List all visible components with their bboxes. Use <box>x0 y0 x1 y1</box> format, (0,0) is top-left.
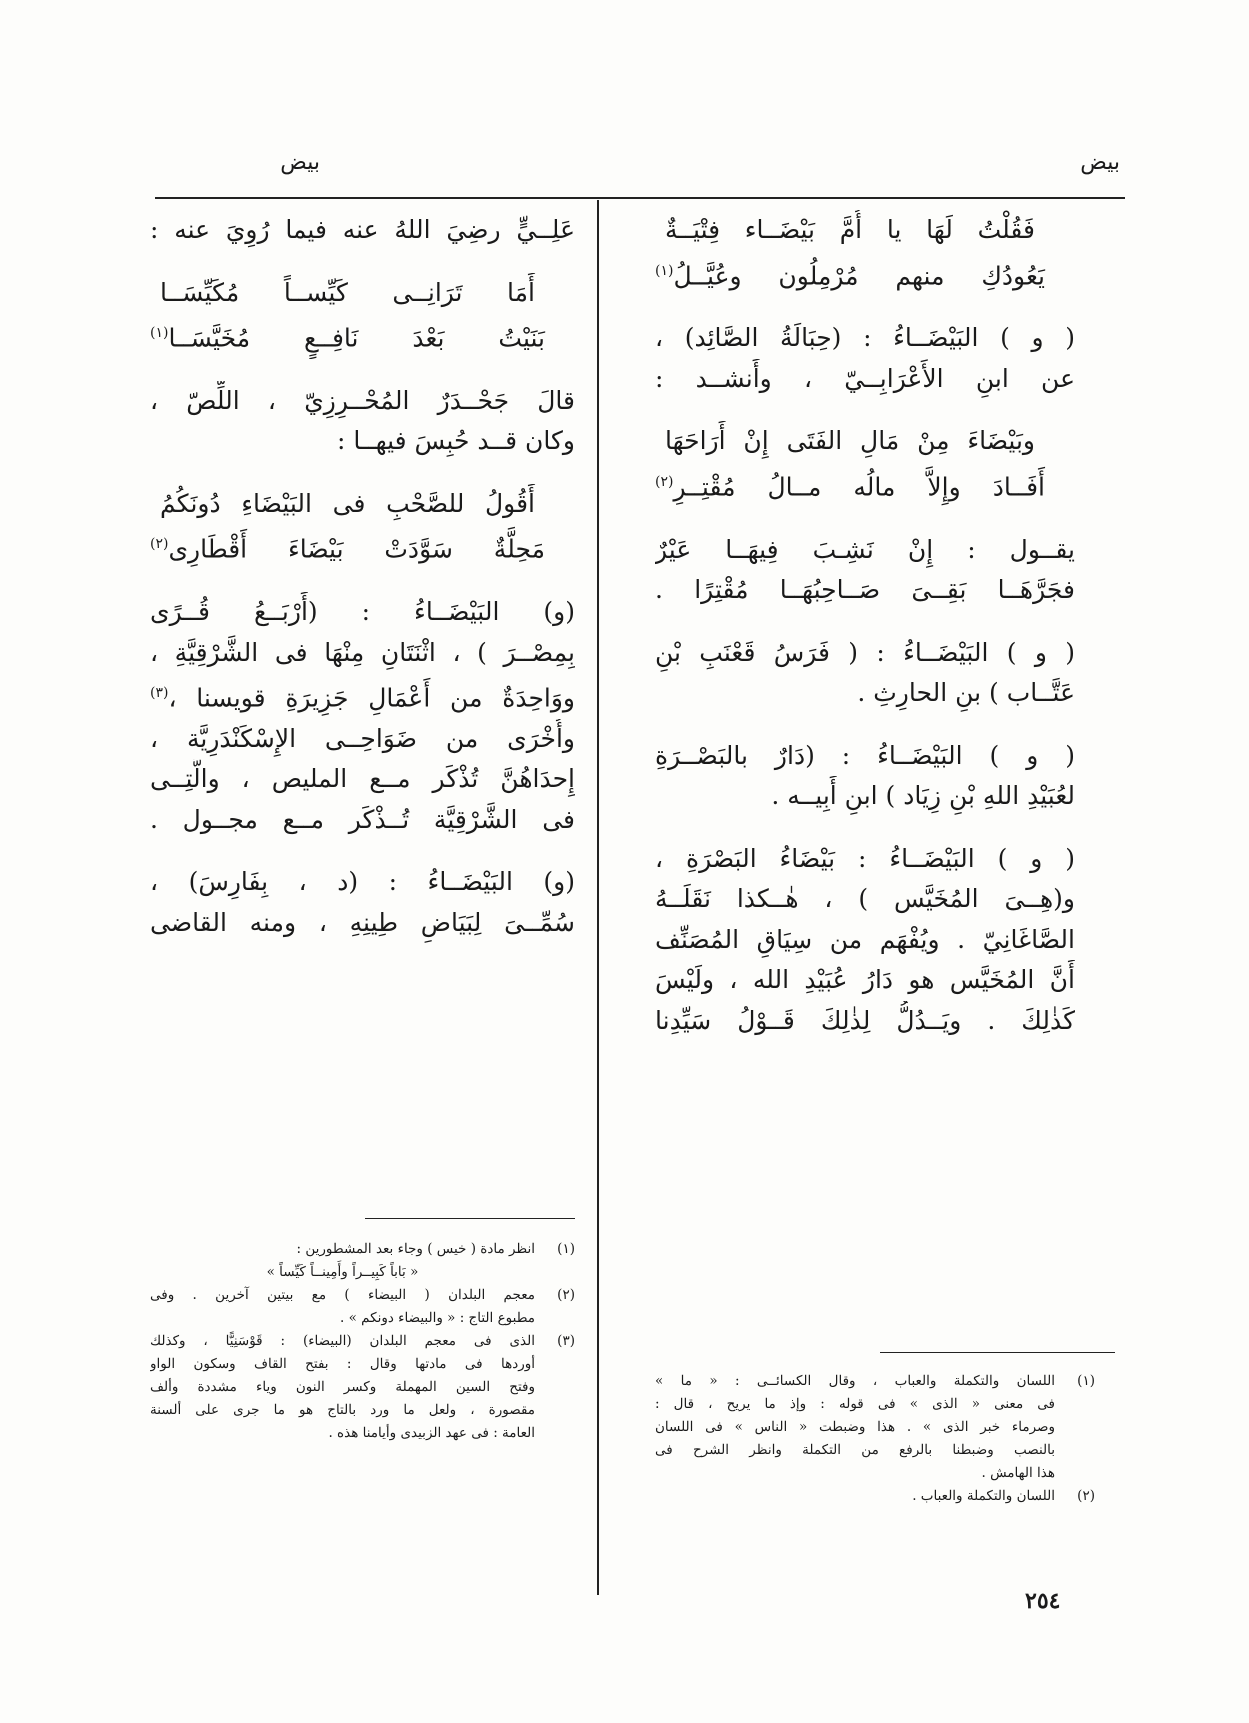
entry-line: ( و ) البَيْضَــاءُ : (دَارٌ بالبَصْــرَةِ <box>655 740 1075 770</box>
footnote-line: مطبوع التاج : « والبيضاء دونكم » . <box>340 1310 535 1326</box>
verse-line: بَنَيْتُ بَعْدَ نَافِــعٍ مُخَيَّسَــا$^{(١)}$ <box>150 323 545 353</box>
entry-line: عَلِــيٍّ رضِيَ اللهُ عنه فيما رُوِيَ عنه : <box>150 215 575 244</box>
running-head-right: بيض <box>1080 150 1120 175</box>
footnotes-right <box>655 1370 1095 1508</box>
footnote-line: اللسان والتكملة والعباب . <box>912 1488 1055 1504</box>
verse-line: يَعُودُكِ منهم مُرْمِلُون وعُيَّــلُ$^{(١)}$ <box>655 260 1045 290</box>
running-head-left: بيض <box>280 150 320 175</box>
footnote-line: الذى فى معجم البلدان (البيضاء) : قَوْسَنِيًّا ، وكذلك <box>150 1333 535 1349</box>
footnote-line: أوردها فى مادتها وقال : بفتح القاف وسكون الواو <box>150 1356 535 1372</box>
footnote-line: اللسان والتكملة والعباب ، وقال الكسائــى : « ما » <box>655 1373 1055 1389</box>
verse-line: مَحِلَّةٌ سَوَّدَتْ بَيْضَاءَ أَقْطَارِى$^{(٢)}$ <box>150 534 545 564</box>
footnote-ref: (٢) <box>150 536 169 553</box>
footnote-number: (٢) <box>557 1287 575 1303</box>
entry-line: إِحدَاهُنَّ تُذْكَر مــع المليص ، والَّتِــى <box>150 764 575 794</box>
footnote-number: (٢) <box>1077 1488 1095 1504</box>
footnote-line: معجم البلدان ( البيضاء ) مع بيتين آخرين . وفى <box>150 1287 535 1303</box>
entry-line: و(هِــىَ المُخَيَّس ) ، هٰــكذا نَقَلَــهُ <box>655 884 1075 914</box>
footnote-ref: (١) <box>150 325 169 341</box>
entry-line: ( و ) البَيْضَــاءُ : بَيْضَاءُ البَصْرَةِ ، <box>655 843 1075 873</box>
footnote-line: انظر مادة ( خيس ) وجاء بعد المشطورين : <box>296 1241 535 1257</box>
entry-line: سُمِّــىَ لِبَيَاضِ طِينِهِ ، ومنه القاضى <box>150 907 575 937</box>
footnote-verse: « بَاباً كَبِيــراً وأَمِينــاً كَيِّساً » <box>266 1264 419 1280</box>
verse-line: وبَيْضَاءَ مِنْ مَالِ الفَتَى إِنْ أَرَاحَهَا <box>665 426 1035 456</box>
entry-line: عن ابنِ الأَعْرَابِــيّ ، وأَنشــد : <box>655 363 1075 393</box>
entry-line: لعُبَيْدِ اللهِ بْنِ زِيَاد ) ابنِ أَبِيــه . <box>771 781 1075 811</box>
left-column <box>150 210 575 943</box>
column-divider <box>597 200 599 1595</box>
entry-line: يقــول : إِنْ نَشِـبَ فِيهَــا عَيْرٌ <box>655 534 1075 564</box>
footnote-line: بالنصب وضبطنا بالرفع من التكملة وانظر الشرح فى <box>655 1442 1055 1458</box>
footnote-line: وفتح السين المهملة وكسر النون وياء مشددة وألف <box>150 1379 535 1395</box>
footnote-number: (١) <box>557 1241 575 1257</box>
entry-line: (و) البَيْضَــاءُ : (د ، بِفَارِسَ) ، <box>150 867 575 897</box>
entry-line: ( و ) البَيْضَــاءُ : (حِبَالَةُ الصَّائِد) ، <box>655 323 1075 353</box>
entry-line: عَتَّــاب ) بنِ الحارِثِ . <box>857 678 1075 708</box>
verse-line: أَمَا تَرَانِــى كَيِّســاً مُكَيِّسَــا <box>160 277 535 307</box>
entry-line: وكان قــد حُبِسَ فيهــا : <box>336 426 575 456</box>
footnote-line: هذا الهامش . <box>981 1465 1055 1481</box>
footnote-rule-left <box>365 1218 575 1219</box>
entry-line: بِمِصْــرَ ) ، اثْنَتَانِ مِنْهَا فى الشَّرْقِيَّةِ ، <box>150 637 575 667</box>
footnote-line: العامة : فى عهد الزبيدى وأيامنا هذه . <box>328 1425 535 1441</box>
footnote-item <box>655 1370 1095 1485</box>
header-rule <box>155 197 1125 199</box>
footnote-item <box>655 1485 1095 1508</box>
entry-line: فجَرَّهَــا بَقِــىَ صَــاحِبُهَــا مُقْتِرًا . <box>655 575 1075 605</box>
entry-line: وأُخْرَى من ضَوَاحِــى الإِسْكَنْدَرِيَّة ، <box>150 723 575 753</box>
footnote-item <box>150 1238 575 1261</box>
right-column <box>655 210 1075 1041</box>
entry-line: كَذٰلِكَ . ويَــدُلُّ لِذٰلِكَ قَــوْلُ سَيِّدِنا <box>655 1005 1075 1035</box>
footnote-ref: (٢) <box>655 473 674 490</box>
footnote-item <box>150 1330 575 1445</box>
footnotes-left <box>150 1238 575 1445</box>
footnote-ref: (١) <box>655 262 674 279</box>
footnote-ref: (٣) <box>150 685 169 702</box>
entry-line: فى الشَّرْقِيَّة تُــذْكَر مــع مجــول . <box>150 804 575 834</box>
footnote-line: فى معنى « الذى » فى قوله : وإذ ما يريح ، قال : <box>655 1396 1055 1412</box>
verse-line: أَفَــادَ وإِلاَّ مالُه مــالُ مُقْتِــرِ$^{(٢)}$ <box>655 472 1045 502</box>
entry-line: الصَّاغَانِيّ . ويُفْهَم من سِيَاقِ المُصَنِّف <box>655 924 1075 954</box>
footnote-number: (٣) <box>557 1333 575 1349</box>
entry-line: ( و ) البَيْضَــاءُ : ( فَرَسُ قَعْنَبِ بْنِ <box>655 637 1075 667</box>
footnote-line: وصرماء خبر الذى » . هذا وضبطت « الناس » فى اللسان <box>655 1419 1055 1435</box>
verse-line: فَقُلْتُ لَهَا يا أُمَّ بَيْضَــاء فِتْيَــةٌ <box>665 215 1035 244</box>
entry-line: ووَاحِدَةٌ من أَعْمَالِ جَزِيرَةِ قويسنا ،$^{(٣)}$ <box>150 683 575 713</box>
entry-line: (و) البَيْضَــاءُ : (أَرْبَــعُ قُــرًى <box>150 597 575 627</box>
page-number: ٢٥٤ <box>1025 1588 1061 1614</box>
verse-line: أَقُولُ للصَّحْبِ فى البَيْضَاءِ دُونَكُمُ <box>160 488 535 518</box>
entry-line: قالَ جَحْــدَرٌ المُحْــرِزِيّ ، اللِّصّ ، <box>150 385 575 415</box>
footnote-line: مقصورة ، ولعل ما ورد بالتاج هو ما جرى على ألسنة <box>150 1402 535 1418</box>
entry-line: أَنَّ المُخَيَّس هو دَارُ عُبَيْدِ الله ، ولَيْسَ <box>655 965 1075 995</box>
footnote-number: (١) <box>1077 1373 1095 1389</box>
footnote-item <box>150 1284 575 1330</box>
footnote-rule-right <box>880 1352 1115 1353</box>
